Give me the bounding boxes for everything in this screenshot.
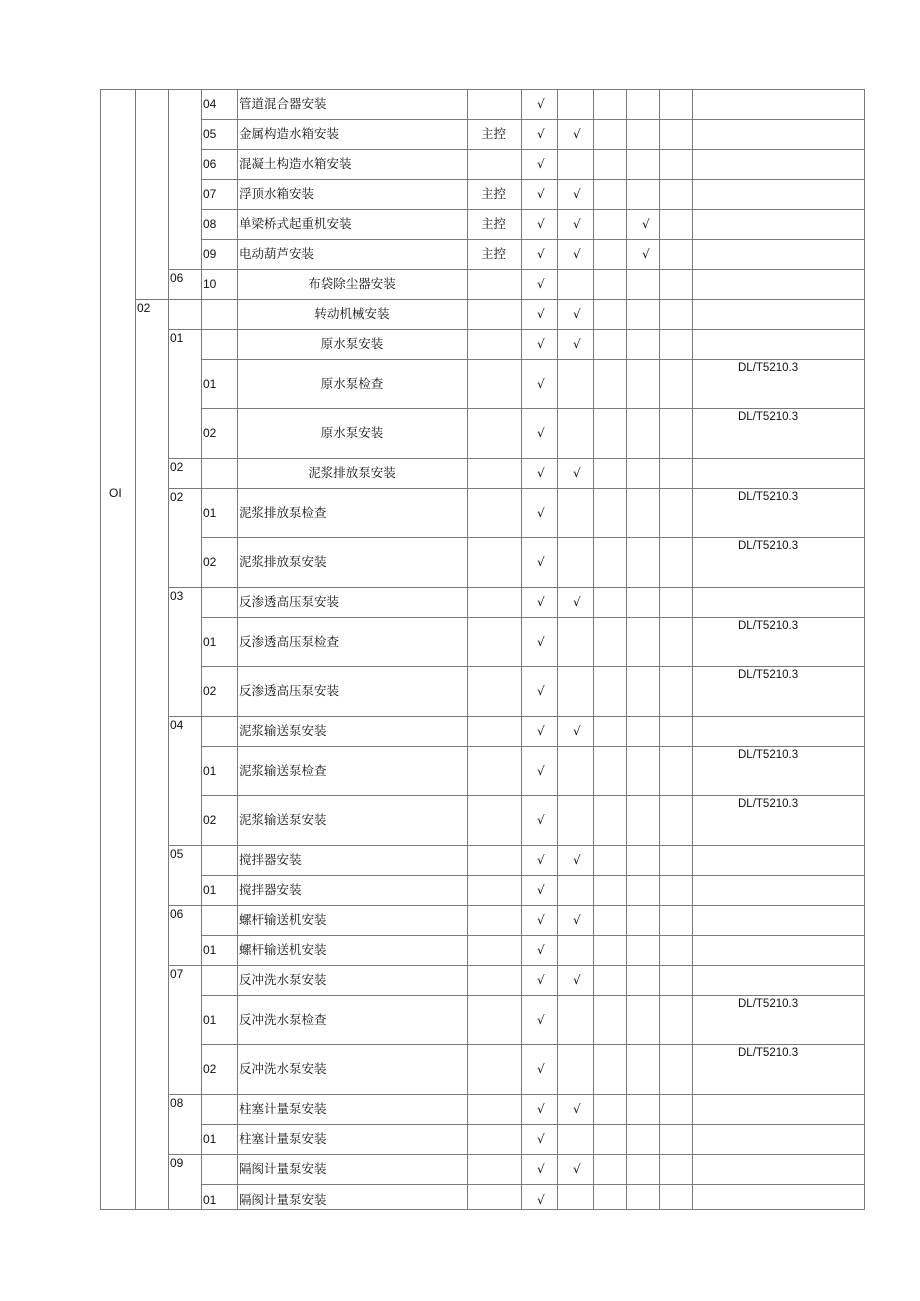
table-rule — [168, 716, 865, 717]
check-mark: √ — [573, 187, 581, 201]
table-column-rule — [521, 89, 522, 1210]
table-rule — [168, 269, 865, 270]
item-name: 泥浆输送泵安装 — [239, 723, 327, 738]
check-mark: √ — [537, 1062, 545, 1076]
check-mark: √ — [537, 307, 545, 321]
check-mark: √ — [537, 506, 545, 520]
check-mark: √ — [573, 127, 581, 141]
standard-code: DL/T5210.3 — [738, 798, 799, 810]
item-name: 隔阂计量泵安装 — [239, 1161, 327, 1176]
check-mark: √ — [573, 853, 581, 867]
item-code: 01 — [203, 943, 217, 957]
item-code: 07 — [203, 187, 217, 201]
item-code: 01 — [203, 635, 217, 649]
standard-code: DL/T5210.3 — [738, 411, 799, 423]
item-name: 柱塞计量泵安装 — [239, 1131, 327, 1146]
standard-code: DL/T5210.3 — [738, 669, 799, 681]
subunit-code: 05 — [170, 847, 184, 861]
item-name: 搅拌器安装 — [239, 882, 302, 897]
subunit-code: 06 — [170, 271, 184, 285]
standard-code: DL/T5210.3 — [738, 998, 799, 1010]
item-name: 螺杆输送机安装 — [239, 912, 327, 927]
table-column-rule — [135, 89, 136, 1209]
check-mark: √ — [537, 466, 545, 480]
check-mark: √ — [642, 217, 650, 231]
item-name: 泥浆输送泵安装 — [239, 812, 327, 827]
item-name: 反冲洗水泵安装 — [239, 972, 327, 987]
item-code: 02 — [203, 813, 217, 827]
table-rule — [201, 149, 865, 150]
check-mark: √ — [573, 1162, 581, 1176]
item-code: 06 — [203, 157, 217, 171]
item-name: 金属构造水箱安装 — [239, 126, 340, 141]
table-column-rule — [168, 89, 169, 1209]
check-mark: √ — [537, 595, 545, 609]
check-mark: √ — [537, 943, 545, 957]
item-name: 泥浆输送泵检查 — [239, 763, 327, 778]
item-name: 浮顶水箱安装 — [239, 186, 315, 201]
column-a-code: OI — [109, 486, 122, 500]
item-name: 单梁桥式起重机安装 — [239, 216, 352, 231]
standard-code: DL/T5210.3 — [738, 491, 799, 503]
subunit-code: 02 — [170, 460, 184, 474]
item-name: 反渗透高压泵安装 — [239, 594, 340, 609]
standard-code: DL/T5210.3 — [738, 749, 799, 761]
check-mark: √ — [537, 883, 545, 897]
table-rule — [201, 239, 865, 240]
item-name: 反渗透高压泵检查 — [239, 634, 340, 649]
item-name: 原水泵安装 — [320, 425, 384, 440]
table-rule — [168, 587, 865, 588]
item-name: 螺杆输送机安装 — [239, 942, 327, 957]
subunit-code: 02 — [170, 490, 184, 504]
item-name: 泥浆排放泵安装 — [239, 554, 327, 569]
subunit-code: 08 — [170, 1096, 184, 1110]
item-code: 01 — [203, 1193, 217, 1207]
check-mark: √ — [537, 277, 545, 291]
table-column-rule — [659, 89, 660, 1210]
check-mark: √ — [537, 337, 545, 351]
item-name: 混凝土构造水箱安装 — [239, 156, 352, 171]
item-code: 01 — [203, 1013, 217, 1027]
table-rule — [201, 209, 865, 210]
table-column-rule — [557, 89, 558, 1210]
subunit-code: 09 — [170, 1156, 184, 1170]
subunit-code: 07 — [170, 967, 184, 981]
check-mark: √ — [642, 247, 650, 261]
check-mark: √ — [537, 1102, 545, 1116]
table-rule — [100, 1209, 865, 1210]
check-mark: √ — [537, 555, 545, 569]
check-mark: √ — [573, 217, 581, 231]
check-mark: √ — [537, 764, 545, 778]
item-code: 01 — [203, 883, 217, 897]
item-code: 04 — [203, 97, 217, 111]
item-code: 02 — [203, 426, 217, 440]
table-rule — [168, 905, 865, 906]
item-name: 布袋除尘器安装 — [308, 276, 396, 291]
inspection-property: 主控 — [481, 246, 507, 261]
table-rule — [168, 1154, 865, 1155]
item-code: 01 — [203, 506, 217, 520]
item-name: 柱塞计量泵安装 — [239, 1101, 327, 1116]
table-rule — [168, 965, 865, 966]
check-mark: √ — [537, 913, 545, 927]
check-mark: √ — [537, 724, 545, 738]
subunit-code: 06 — [170, 907, 184, 921]
check-mark: √ — [537, 187, 545, 201]
table-rule — [201, 119, 865, 120]
item-name: 反冲洗水泵检查 — [239, 1012, 327, 1027]
check-mark: √ — [537, 1013, 545, 1027]
standard-code: DL/T5210.3 — [738, 362, 799, 374]
check-mark: √ — [537, 426, 545, 440]
table-rule — [201, 179, 865, 180]
table-rule — [168, 1094, 865, 1095]
item-name: 搅拌器安装 — [239, 852, 302, 867]
table-column-rule — [864, 89, 865, 1210]
check-mark: √ — [537, 1132, 545, 1146]
item-name: 泥浆排放泵安装 — [308, 465, 396, 480]
check-mark: √ — [573, 973, 581, 987]
item-name: 原水泵检查 — [320, 376, 384, 391]
item-name: 电动葫芦安装 — [239, 246, 315, 261]
item-name: 原水泵安装 — [320, 336, 384, 351]
check-mark: √ — [537, 684, 545, 698]
item-name: 隔阂计量泵安装 — [239, 1192, 327, 1207]
table-column-rule — [626, 89, 627, 1210]
check-mark: √ — [573, 466, 581, 480]
item-name: 转动机械安装 — [314, 306, 390, 321]
item-code: 02 — [203, 684, 217, 698]
item-code: 01 — [203, 377, 217, 391]
table-rule — [168, 845, 865, 846]
item-code: 01 — [203, 1132, 217, 1146]
item-name: 反冲洗水泵安装 — [239, 1061, 327, 1076]
subunit-code: 04 — [170, 718, 184, 732]
check-mark: √ — [537, 813, 545, 827]
table-rule — [168, 329, 865, 330]
table-rule — [135, 299, 865, 300]
table-column-rule — [467, 89, 468, 1210]
table-rule — [100, 89, 865, 90]
table-column-rule — [237, 89, 238, 1210]
check-mark: √ — [573, 337, 581, 351]
table-rule — [168, 458, 865, 459]
table-rule — [201, 935, 865, 936]
check-mark: √ — [537, 97, 545, 111]
item-name: 管道混合器安装 — [239, 96, 327, 111]
check-mark: √ — [537, 853, 545, 867]
item-code: 08 — [203, 217, 217, 231]
table-column-rule — [100, 89, 101, 1209]
check-mark: √ — [537, 377, 545, 391]
check-mark: √ — [537, 973, 545, 987]
check-mark: √ — [537, 635, 545, 649]
check-mark: √ — [537, 247, 545, 261]
standard-code: DL/T5210.3 — [738, 1047, 799, 1059]
inspection-property: 主控 — [481, 126, 507, 141]
table-rule — [201, 1124, 865, 1125]
check-mark: √ — [537, 217, 545, 231]
table-column-rule — [593, 89, 594, 1210]
check-mark: √ — [537, 1162, 545, 1176]
item-code: 05 — [203, 127, 217, 141]
check-mark: √ — [573, 913, 581, 927]
check-mark: √ — [573, 595, 581, 609]
check-mark: √ — [537, 127, 545, 141]
subunit-code: 01 — [170, 331, 184, 345]
standard-code: DL/T5210.3 — [738, 540, 799, 552]
table-column-rule — [201, 89, 202, 1210]
check-mark: √ — [537, 157, 545, 171]
item-name: 反渗透高压泵安装 — [239, 683, 340, 698]
unit-code: 02 — [137, 301, 151, 315]
subunit-code: 03 — [170, 589, 184, 603]
check-mark: √ — [573, 1102, 581, 1116]
table-column-rule — [692, 89, 693, 1210]
check-mark: √ — [537, 1193, 545, 1207]
check-mark: √ — [573, 307, 581, 321]
table-rule — [201, 875, 865, 876]
standard-code: DL/T5210.3 — [738, 620, 799, 632]
inspection-property: 主控 — [481, 186, 507, 201]
inspection-property: 主控 — [481, 216, 507, 231]
item-code: 02 — [203, 1062, 217, 1076]
check-mark: √ — [573, 247, 581, 261]
table-rule — [201, 1184, 865, 1185]
item-code: 09 — [203, 247, 217, 261]
item-code: 10 — [203, 277, 217, 291]
item-name: 泥浆排放泵检查 — [239, 505, 327, 520]
item-code: 02 — [203, 555, 217, 569]
item-code: 01 — [203, 764, 217, 778]
check-mark: √ — [573, 724, 581, 738]
